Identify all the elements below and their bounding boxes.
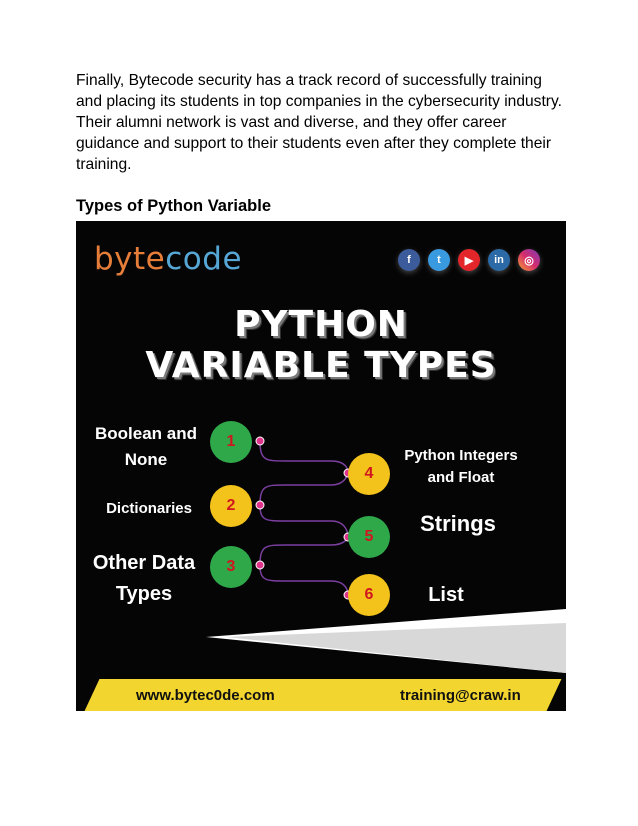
- twitter-icon[interactable]: t: [428, 249, 450, 271]
- footer-email[interactable]: training@craw.in: [400, 687, 521, 704]
- label-line: and Float: [427, 469, 495, 486]
- label-line: Other Data: [92, 552, 196, 574]
- logo-byte: byte: [94, 241, 166, 277]
- number-badge-3: 3: [210, 546, 252, 588]
- infographic-poster: [76, 221, 566, 711]
- label-dictionaries: [94, 500, 204, 517]
- label-list: List: [428, 584, 464, 606]
- label-line: None: [124, 450, 168, 469]
- body-paragraph: Finally, Bytecode security has a track record of successfully training and placing its students in top companies in the cybersecurity industry. Their alumni network is vast and diverse, and they offer career guidance and support to their students even after they complete their training.: [76, 72, 562, 173]
- logo-code: code: [165, 241, 243, 277]
- number-badge-4: 4: [348, 453, 390, 495]
- number-badge-5: 5: [348, 516, 390, 558]
- label-line: Boolean and: [94, 424, 197, 443]
- number-badge-6: 6: [348, 574, 390, 616]
- number-badge-2: 2: [210, 485, 252, 527]
- label-line: Types: [115, 583, 173, 605]
- label-boolean-none: [86, 421, 206, 473]
- instagram-icon[interactable]: ◎: [518, 249, 540, 271]
- label-line: Dictionaries: [106, 500, 192, 517]
- linkedin-icon[interactable]: in: [488, 249, 510, 271]
- label-line: Python Integers: [404, 447, 518, 464]
- label-strings: Strings: [420, 511, 496, 536]
- section-heading: Types of Python Variable: [76, 197, 271, 215]
- facebook-icon[interactable]: f: [398, 249, 420, 271]
- label-integers-float: [392, 445, 530, 489]
- footer-website[interactable]: www.bytec0de.com: [136, 687, 275, 704]
- footer-slant-right: [547, 679, 566, 711]
- number-badge-1: 1: [210, 421, 252, 463]
- title-line-1: PYTHON: [234, 304, 408, 345]
- footer-slant-left: [76, 679, 99, 711]
- poster-footer: [76, 679, 566, 711]
- youtube-icon[interactable]: ▶: [458, 249, 480, 271]
- title-line-2: VARIABLE TYPES: [145, 345, 497, 386]
- label-other-data-types: [84, 548, 204, 610]
